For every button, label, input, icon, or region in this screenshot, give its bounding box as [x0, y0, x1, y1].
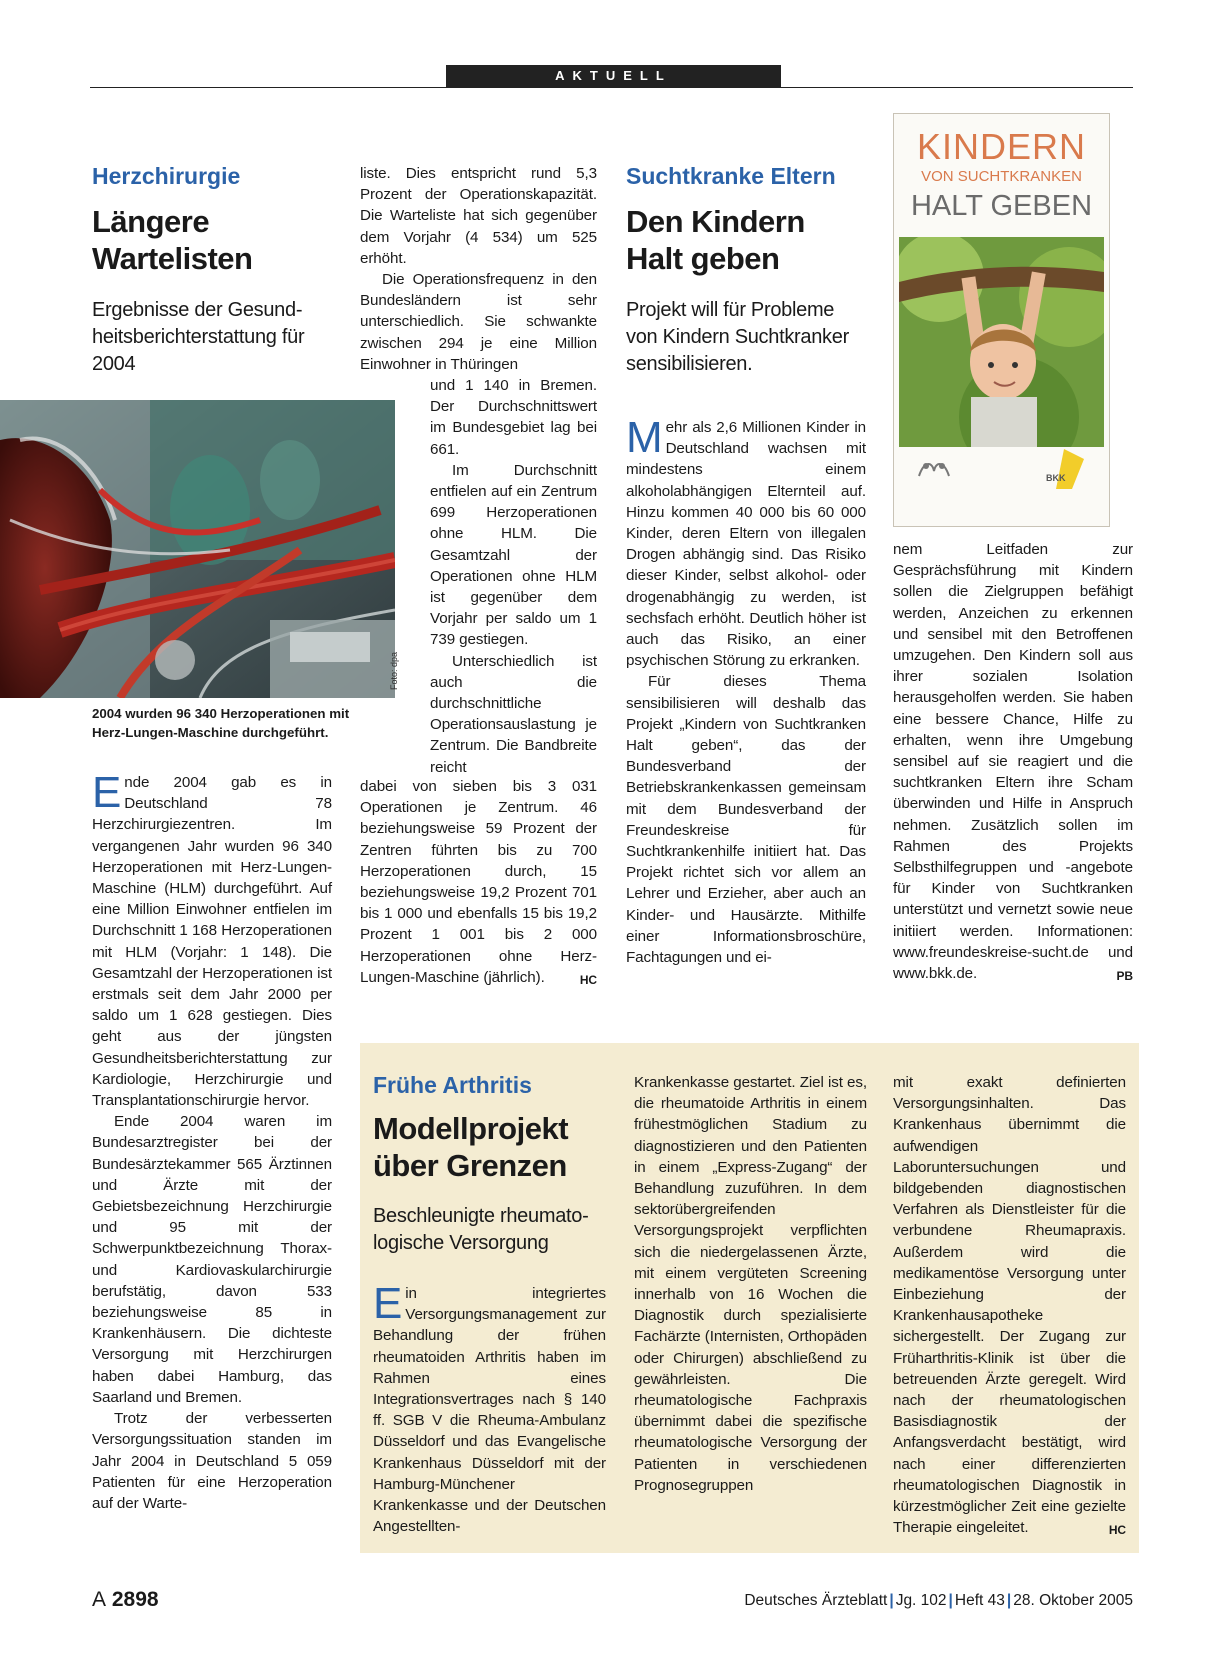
article3-deck-line2: logische Versorgung	[373, 1232, 549, 1254]
article1-signature: HC	[579, 972, 597, 987]
cover-title-line3: HALT GEBEN	[910, 190, 1093, 222]
header-rule	[90, 87, 1133, 88]
photo-credit: Foto: dpa	[389, 651, 399, 690]
article1-column1	[92, 768, 332, 1514]
article1-headline-line2: Wartelisten	[92, 241, 253, 276]
article1-paragraph7: Unterschiedlich ist auch die durchschnittliche Operationsauslastung je Zentrum. Die Bandbreite reicht	[430, 652, 597, 776]
article2-headline-line2: Halt geben	[626, 241, 780, 276]
article3-headline-line1: Modellprojekt	[373, 1111, 569, 1146]
article1-deck-line2: heitsberichterstattung für	[92, 326, 305, 348]
cover-title-line2: VON SUCHTKRANKEN	[921, 168, 1082, 185]
cover-title-line1: KINDERN	[916, 126, 1087, 167]
freundeskreise-logo-icon	[914, 456, 954, 486]
article1-column2-bottom	[360, 776, 597, 991]
bkk-logo-icon	[1044, 449, 1084, 489]
article3-dropcap: E	[373, 1279, 403, 1328]
article1-paragraph1: nde 2004 gab es in Deutschland 78 Herzchirurgiezentren. Im vergangenen Jahr wurden 96 340 Herzoperationen mit Herz-Lungen-Maschine (HLM) durchgeführt. Auf eine Million Einwohner entfielen im Durchschnitt 1 168 Herzoperationen mit HLM (Vorjahr: 1 148). Die Gesamtzahl der Herzoperationen ist erstmals seit dem Jahr 2000 per saldo um 1 628 gestiegen. Dies geht aus der jüngsten Gesundheitsberichterstattung zur Kardiologie, Herzchirurgie und Transplantationschirurgie hervor.	[92, 774, 332, 1110]
article2-kicker: Suchtkranke Eltern	[626, 163, 836, 189]
article2-headline-line1: Den Kindern	[626, 204, 805, 239]
brochure-cover	[893, 113, 1110, 527]
article1-paragraph5-cont: und 1 140 in Bremen. Der Durchschnittswert im Bundesgebiet lag bei 661.	[430, 377, 597, 458]
article2-deck	[626, 297, 876, 378]
article1-paragraph6: Im Durchschnitt entfielen auf ein Zentrum 699 Herzoperationen ohne HLM. Die Gesamtzahl der Operationen ohne HLM ist gegenüber dem Vorjahr per saldo um 1 739 gestiegen.	[430, 461, 597, 649]
article1-paragraph2: Ende 2004 waren im Bundesarztregister bei der Bundesärztekammer 565 Ärztinnen und Ärzte mit der Gebietsbezeichnung Herzchirurgie und 95 mit der Schwerpunktbezeichnung Thorax- und Kardiovaskularchirurgie berufstätig, davon 533 beziehungsweise 85 in Krankenhäusern. Die dichteste Versorgung mit Herzchirurgen haben dabei Hamburg, das Saarland und Bremen.	[92, 1113, 332, 1406]
article1-column2-narrow	[430, 375, 597, 778]
article2-deck-line2: von Kindern Suchtkranker	[626, 326, 849, 348]
article1-column2-top	[360, 163, 597, 375]
article1-deck-line3: 2004	[92, 353, 136, 375]
article2-signature: PB	[1116, 969, 1133, 984]
article1-paragraph7-cont: dabei von sieben bis 3 031 Operationen je Zentrum. 46 beziehungsweise 59 Prozent der Zentren führten bis zu 700 Herzoperationen durch, 15 beziehungsweise 19,2 Prozent 701 bis 1 000 und ebenfalls 15 bis 19,2 Prozent 1 001 bis 2 000 Herzoperationen ohne Herz-Lungen-Maschine (jährlich).	[360, 778, 597, 986]
article2-paragraph2: Für dieses Thema sensibilisieren will deshalb das Projekt „Kindern von Suchtkranken Halt geben“, das der Bundesverband der Betriebskrankenkassen gemeinsam mit dem Bundesverband der Freundeskreise für Suchtkrankenhilfe initiiert hat. Das Projekt richtet sich vor allem an Lehrer und Erzieher, aber auch an Kinder- und Hausärzte. Mithilfe einer Informationsbroschüre, Fachtagungen und ei-	[626, 673, 866, 967]
article1-paragraph3: Trotz der verbesserten Versorgungssituation standen im Jahr 2004 in Deutschland 5 059 Patienten für eine Herzoperation auf der Warte-	[92, 1410, 332, 1512]
article3-kicker: Frühe Arthritis	[373, 1072, 532, 1098]
article3-headline	[373, 1110, 568, 1184]
article1-paragraph5: Die Operationsfrequenz in den Bundesländern ist sehr unterschiedlich. Sie schwankte zwischen 294 je eine Million Einwohner in Thüringen	[360, 271, 597, 373]
article3-paragraph3: mit exakt definierten Versorgungsinhalten. Das Krankenhaus übernimmt die aufwendigen Laboruntersuchungen und bildgebenden diagnostischen Verfahren als Dienstleister für die verbundene Rheumapraxis. Außerdem wird die medikamentöse Versorgung unter Einbeziehung der Krankenhausapotheke sichergestellt. Der Zugang zur Früharthritis-Klinik ist über die betreuenden Ärzte geregelt. Wird nach der rheumatologischen Basisdiagnostik der Anfangsverdacht bestätigt, wird nach einer differenzierten rheumatologischen Diagnostik in kürzestmöglicher Zeit eine gezielte Therapie eingeleitet.	[893, 1074, 1126, 1537]
article3-signature: HC	[1108, 1523, 1126, 1538]
child-on-branch-photo	[899, 237, 1104, 447]
photo-caption	[92, 704, 349, 742]
article1-kicker: Herzchirurgie	[92, 163, 241, 189]
section-label: AKTUELL	[446, 65, 781, 87]
article3-column2	[634, 1072, 867, 1496]
article3-deck	[373, 1203, 613, 1257]
article1-deck	[92, 297, 352, 378]
footer-separator: |	[889, 1592, 894, 1609]
journal-date: 28. Oktober 2005	[1013, 1592, 1133, 1609]
article2-paragraph1: ehr als 2,6 Millionen Kinder in Deutschland wachsen mit mindestens einem alkoholabhängigen Elternteil auf. Hinzu kommen 40 000 bis 60 000 Kinder, deren Eltern von illegalen Drogen abhängig sind. Das Risiko dieser Kinder, selbst alkohol- oder drogenabhängig zu werden, ist sechsfach erhöht. Deutlich höher ist auch das Risiko, an einer psychischen Störung zu erkranken.	[626, 419, 866, 670]
article3-paragraph1: in integriertes Versorgungsmanagement zur Behandlung der frühen rheumatoiden Arthritis haben im Rahmen eines Integrationsvertrages nach § 140 ff. SGB V die Rheuma-Ambulanz Düsseldorf und das Evangelische Krankenhaus Düsseldorf mit der Hamburg-Münchener Krankenkasse und der Deutschen Angestellten-	[373, 1285, 606, 1536]
footer-separator: |	[1006, 1592, 1012, 1609]
page-prefix: A	[92, 1588, 107, 1611]
article2-column1	[626, 413, 866, 968]
photo-caption-line1: 2004 wurden 96 340 Herzoperationen mit	[92, 706, 350, 721]
article1-paragraph4: liste. Dies entspricht rund 5,3 Prozent der Operationskapazität. Die Warteliste hat sich gegenüber dem Vorjahr (4 534) um 525 erhöht.	[360, 165, 597, 267]
page-number-value: 2898	[111, 1588, 159, 1611]
bkk-logo-text: BKK	[1046, 473, 1066, 483]
journal-issue: Heft 43	[954, 1592, 1005, 1609]
article2-headline	[626, 203, 805, 277]
article2-deck-line3: sensibilisieren.	[626, 353, 753, 375]
journal-info	[744, 1592, 1133, 1610]
page-number	[92, 1588, 159, 1612]
heart-lung-machine-photo	[0, 400, 395, 698]
article1-dropcap: E	[92, 768, 122, 817]
article2-deck-line1: Projekt will für Probleme	[626, 299, 835, 321]
article3-column3	[893, 1072, 1126, 1541]
article2-column2	[893, 539, 1133, 987]
article3-paragraph2: Krankenkasse gestartet. Ziel ist es, die rheumatoide Arthritis in einem frühestmöglichen Stadium zu diagnostizieren und den Patienten in einem „Express-Zugang“ der Behandlung zuzuführen. In dem sektorübergreifenden Versorgungsprojekt verpflichten sich die niedergelassenen Ärzte, mit einem vergüteten Screening innerhalb von 16 Wochen die Diagnostik durch spezialisierte Fachärzte (Internisten, Orthopäden oder Chirurgen) abschließend zu gewährleisten. Die rheumatologische Fachpraxis übernimmt dabei die spezifische rheumatologische Versorgung der Patienten in verschiedenen Prognosegruppen	[634, 1074, 867, 1494]
journal-volume: Jg. 102	[895, 1592, 947, 1609]
article1-deck-line1: Ergebnisse der Gesund-	[92, 299, 303, 321]
article2-paragraph3: nem Leitfaden zur Gesprächsführung mit Kindern sollen die Zielgruppen befähigt werden, Anzeichen zu erkennen und sensibel mit den Betroffenen umzugehen. Den Kindern soll aus ihrer sozialen Isolation herausgeholfen werden. Sie haben eine bessere Chance, Hilfe zu erhalten, wenn ihre Umgebung sensibel auf sie reagiert und die suchtkranken Eltern ihre Scham überwinden und Hilfe in Anspruch nehmen. Zusätzlich sollen im Rahmen des Projekts Selbsthilfegruppen und -angebote für Kinder von Suchtkranken unterstützt und vernetzt sowie neue initiiert werden. Informationen: www.freundeskreise-sucht.de und www.bkk.de.	[893, 541, 1133, 983]
article2-dropcap: M	[626, 413, 663, 462]
article1-headline	[92, 203, 252, 277]
photo-caption-line2: Herz-Lungen-Maschine durchgeführt.	[92, 725, 329, 740]
article3-headline-line2: über Grenzen	[373, 1148, 567, 1183]
article3-deck-line1: Beschleunigte rheumato-	[373, 1205, 589, 1227]
footer-separator: |	[948, 1592, 953, 1609]
article1-headline-line1: Längere	[92, 204, 210, 239]
journal-name: Deutsches Ärzteblatt	[744, 1592, 888, 1609]
article3-column1	[373, 1279, 606, 1537]
